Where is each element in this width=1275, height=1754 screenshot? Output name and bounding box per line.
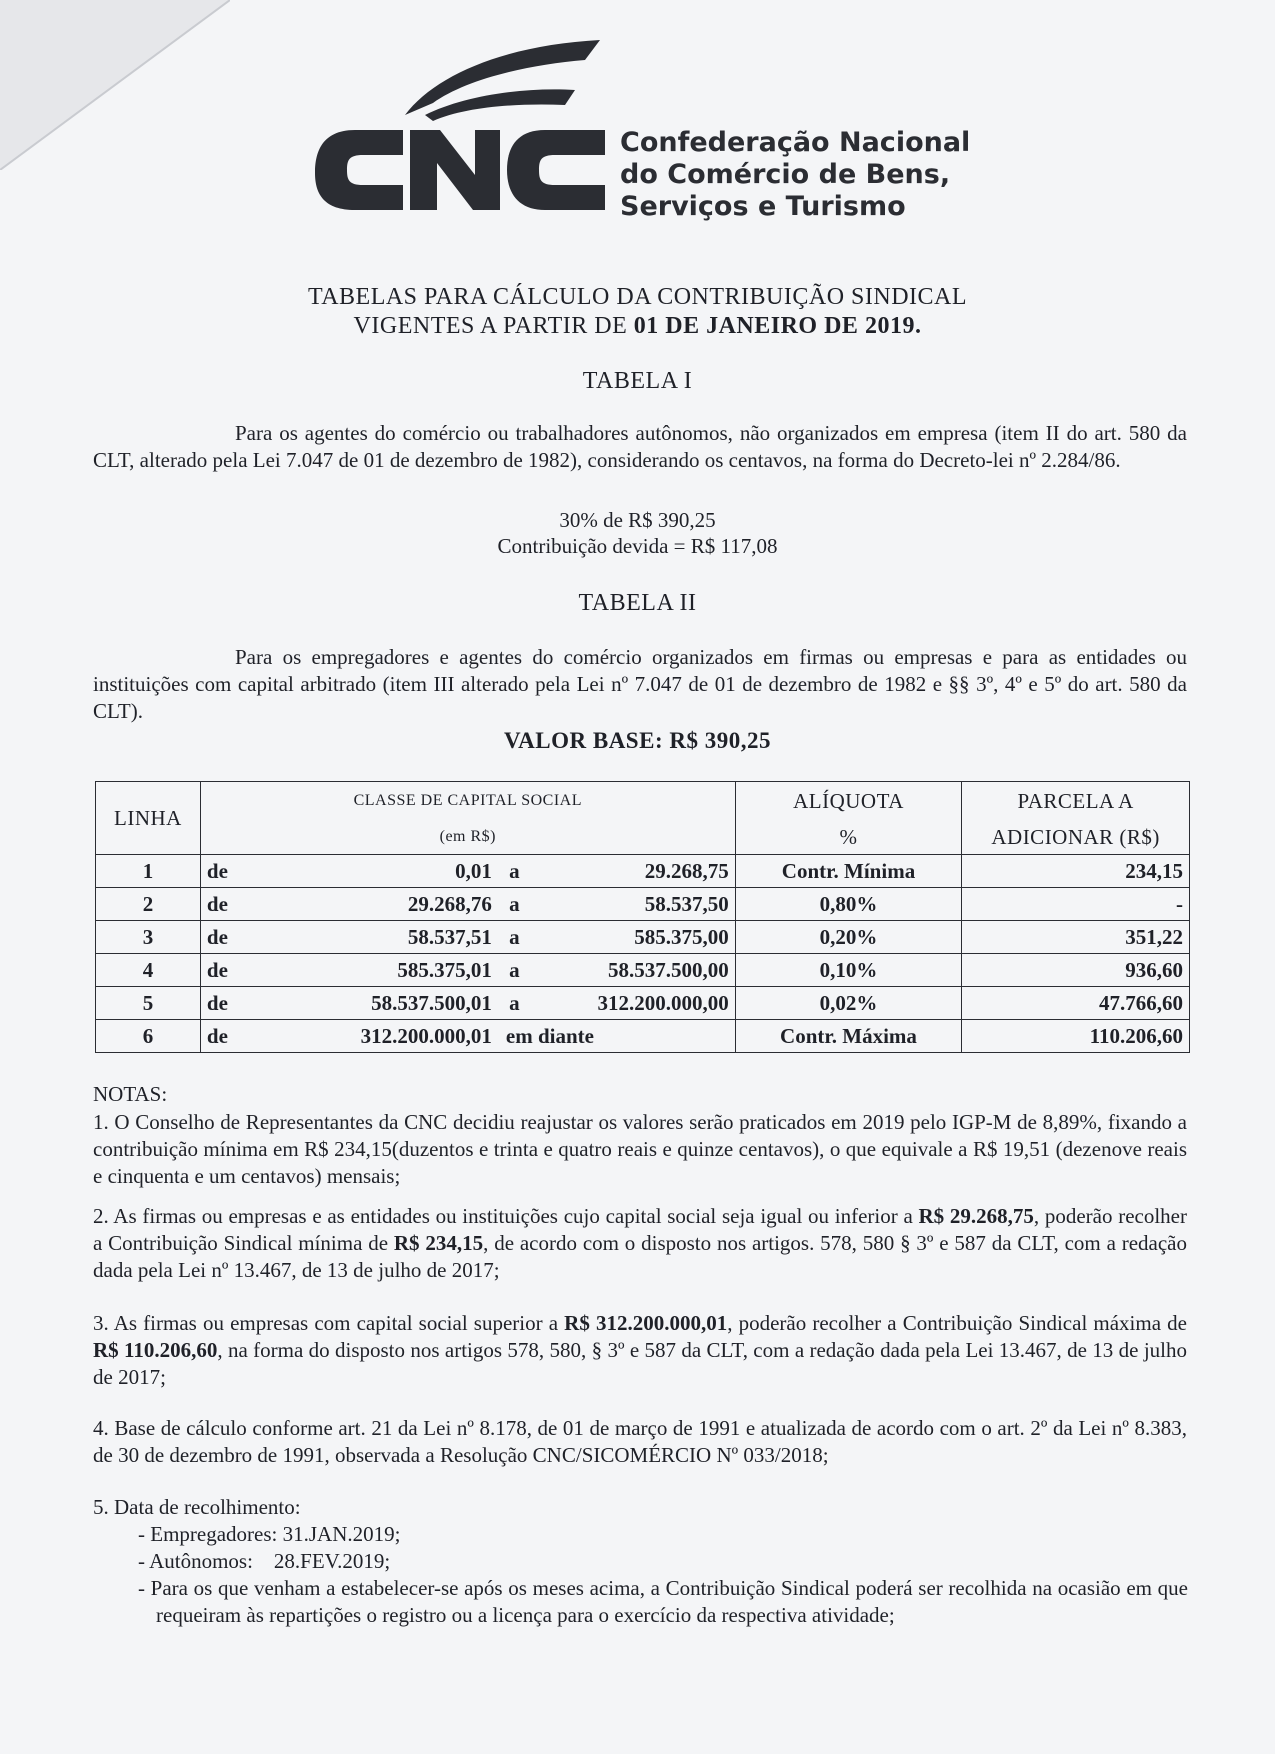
cell-a: a: [509, 924, 520, 949]
cell-de: de: [206, 858, 228, 883]
cell-de: de: [206, 990, 228, 1015]
header-aliquota: ALÍQUOTA: [735, 782, 962, 821]
cell-from: 0,01: [455, 858, 492, 883]
cell-aliquota: 0,02%: [735, 987, 962, 1020]
table-row: [96, 987, 1190, 1020]
org-name-line: Serviços e Turismo: [620, 191, 906, 222]
table-row: [96, 888, 1190, 921]
org-name: [620, 127, 970, 223]
header-linha: LINHA: [96, 782, 201, 855]
folded-corner: [0, 0, 230, 170]
cell-aliquota: 0,80%: [735, 888, 962, 921]
table-row: [96, 855, 1190, 888]
cell-de: de: [206, 1023, 228, 1048]
cell-aliquota: 0,20%: [735, 921, 962, 954]
cell-parcela: 110.206,60: [962, 1020, 1190, 1053]
page-title-line2: [0, 311, 1275, 341]
table-row: [96, 921, 1190, 954]
title-date: 01 DE JANEIRO DE 2019.: [633, 313, 922, 339]
cell-de: de: [206, 891, 228, 916]
cell-parcela: 936,60: [962, 954, 1190, 987]
contribution-table: [95, 781, 1190, 1053]
note-5-item: - Para os que venham a estabelecer-se após os meses acima, a Contribuição Sindical poderá ser recolhida na ocasião em que requeiram às repartições o registro ou a licença para o exercício da respectiva atividade;: [138, 1576, 1188, 1627]
cell-a: em diante: [505, 1023, 594, 1048]
note-2-value: R$ 29.268,75: [918, 1204, 1034, 1228]
cell-de: de: [206, 924, 228, 949]
valor-base: VALOR BASE: R$ 390,25: [504, 728, 771, 753]
cell-to: 58.537,50: [644, 891, 729, 916]
cell-parcela: 234,15: [962, 855, 1190, 888]
note-2-value: R$ 234,15: [393, 1231, 484, 1255]
cell-linha: 5: [96, 987, 201, 1020]
cell-linha: 6: [96, 1020, 201, 1053]
cell-to: 312.200.000,00: [597, 990, 729, 1015]
tabela1-heading: TABELA I: [582, 368, 693, 394]
header-classe-sub: (em R$): [200, 820, 735, 855]
note-3-text: , poderão recolher a Contribuição Sindical máxima de: [727, 1311, 1187, 1335]
cell-classe: [200, 987, 735, 1020]
note-4: 4. Base de cálculo conforme art. 21 da Lei nº 8.178, de 01 de março de 1991 e atualizada de acordo com o art. 2º da Lei nº 8.383, de 30 de dezembro de 1991, observada a Resolução CNC/SICOMÉRCIO Nº 033/2018;: [93, 1416, 1187, 1467]
cell-to: 29.268,75: [644, 858, 729, 883]
cell-parcela: 47.766,60: [962, 987, 1190, 1020]
table-body: [96, 855, 1190, 1053]
tabela1-calc-percent: 30% de R$ 390,25: [559, 508, 716, 532]
table-header-row: [96, 782, 1190, 821]
tabela2-heading: TABELA II: [578, 590, 697, 616]
cell-from: 585.375,01: [397, 957, 492, 982]
cell-linha: 4: [96, 954, 201, 987]
cell-parcela: -: [962, 888, 1190, 921]
note-5-item: - Empregadores: 31.JAN.2019;: [138, 1522, 401, 1546]
note-5-item: - Autônomos: 28.FEV.2019;: [138, 1549, 391, 1573]
table-row: [96, 1020, 1190, 1053]
cell-from: 312.200.000,01: [360, 1023, 492, 1048]
tabela1-calc-result: Contribuição devida = R$ 117,08: [497, 534, 778, 558]
header-classe: CLASSE DE CAPITAL SOCIAL: [200, 782, 735, 821]
table-row: [96, 954, 1190, 987]
cell-classe: [200, 1020, 735, 1053]
note-2-text: , poderão recolher a Contribuição Sindical mínima de: [93, 1204, 1187, 1255]
header-parcela: PARCELA A: [962, 782, 1190, 821]
note-3-value: R$ 110.206,60: [93, 1338, 218, 1362]
note-3: [93, 1310, 1187, 1391]
notes-heading: NOTAS:: [93, 1082, 168, 1106]
note-1: 1. O Conselho de Representantes da CNC decidiu reajustar os valores serão praticados em 2019 pelo IGP-M de 8,89%, fixando a contribuição mínima em R$ 234,15(duzentos e trinta e quatro reais e quinze centavos), o que equivale a R$ 19,51 (dezenove reais e cinquenta e um centavos) mensais;: [93, 1110, 1187, 1188]
tabela2-text-content: Para os empregadores e agentes do comércio organizados em firmas ou empresas e para as entidades ou instituições com capital arbitrado (item III alterado pela Lei nº 7.047 de 01 de dezembro de 1982 e §§ 3º, 4º e 5º do art. 580 da CLT).: [93, 645, 1187, 723]
cell-parcela: 351,22: [962, 921, 1190, 954]
page-title-line1: TABELAS PARA CÁLCULO DA CONTRIBUIÇÃO SINDICAL: [307, 284, 968, 310]
cell-de: de: [206, 957, 228, 982]
org-name-line: Confederação Nacional: [620, 127, 971, 158]
note-2-text: 2. As firmas ou empresas e as entidades ou instituições cujo capital social seja igual ou inferior a: [93, 1204, 919, 1228]
cell-from: 58.537.500,01: [371, 990, 492, 1015]
cell-to: 58.537.500,00: [607, 957, 729, 982]
cell-classe: [200, 888, 735, 921]
cell-a: a: [509, 957, 520, 982]
cell-classe: [200, 954, 735, 987]
note-3-value: R$ 312.200.000,01: [564, 1311, 728, 1335]
cell-linha: 3: [96, 921, 201, 954]
title-prefix: VIGENTES A PARTIR DE: [353, 313, 634, 339]
note-2-text: , de acordo com o disposto nos artigos. 578, 580 § 3º e 587 da CLT, com a redação dada pela Lei nº 13.467, de 13 de julho de 2017;: [93, 1231, 1187, 1282]
note-2: [93, 1203, 1187, 1284]
cnc-logo: [315, 35, 615, 210]
cell-a: a: [509, 858, 520, 883]
tabela1-text-content: Para os agentes do comércio ou trabalhadores autônomos, não organizados em empresa (item II do art. 580 da CLT, alterado pela Lei 7.047 de 01 de dezembro de 1982), considerando os centavos, na forma do Decreto-lei nº 2.284/86.: [93, 421, 1187, 472]
cell-linha: 2: [96, 888, 201, 921]
cell-aliquota: 0,10%: [735, 954, 962, 987]
cell-linha: 1: [96, 855, 201, 888]
header-parcela-sub: ADICIONAR (R$): [962, 820, 1190, 855]
cell-classe: [200, 921, 735, 954]
cell-a: a: [509, 891, 520, 916]
cell-aliquota: Contr. Máxima: [735, 1020, 962, 1053]
org-name-line: do Comércio de Bens,: [620, 159, 951, 190]
note-3-text: 3. As firmas ou empresas com capital social superior a: [93, 1311, 565, 1335]
tabela2-text: [93, 644, 1187, 725]
cell-classe: [200, 855, 735, 888]
cell-from: 58.537,51: [407, 924, 492, 949]
table-header-row-sub: [96, 820, 1190, 855]
cell-a: a: [509, 990, 520, 1015]
tabela1-text: [93, 420, 1187, 474]
cell-aliquota: Contr. Mínima: [735, 855, 962, 888]
header-aliquota-sub: %: [735, 820, 962, 855]
cell-to: 585.375,00: [634, 924, 729, 949]
cell-from: 29.268,76: [407, 891, 492, 916]
note-3-text: , na forma do disposto nos artigos 578, 580, § 3º e 587 da CLT, com a redação dada pela Lei 13.467, de 13 de julho de 2017;: [93, 1338, 1188, 1389]
note-5: 5. Data de recolhimento:: [93, 1495, 301, 1519]
